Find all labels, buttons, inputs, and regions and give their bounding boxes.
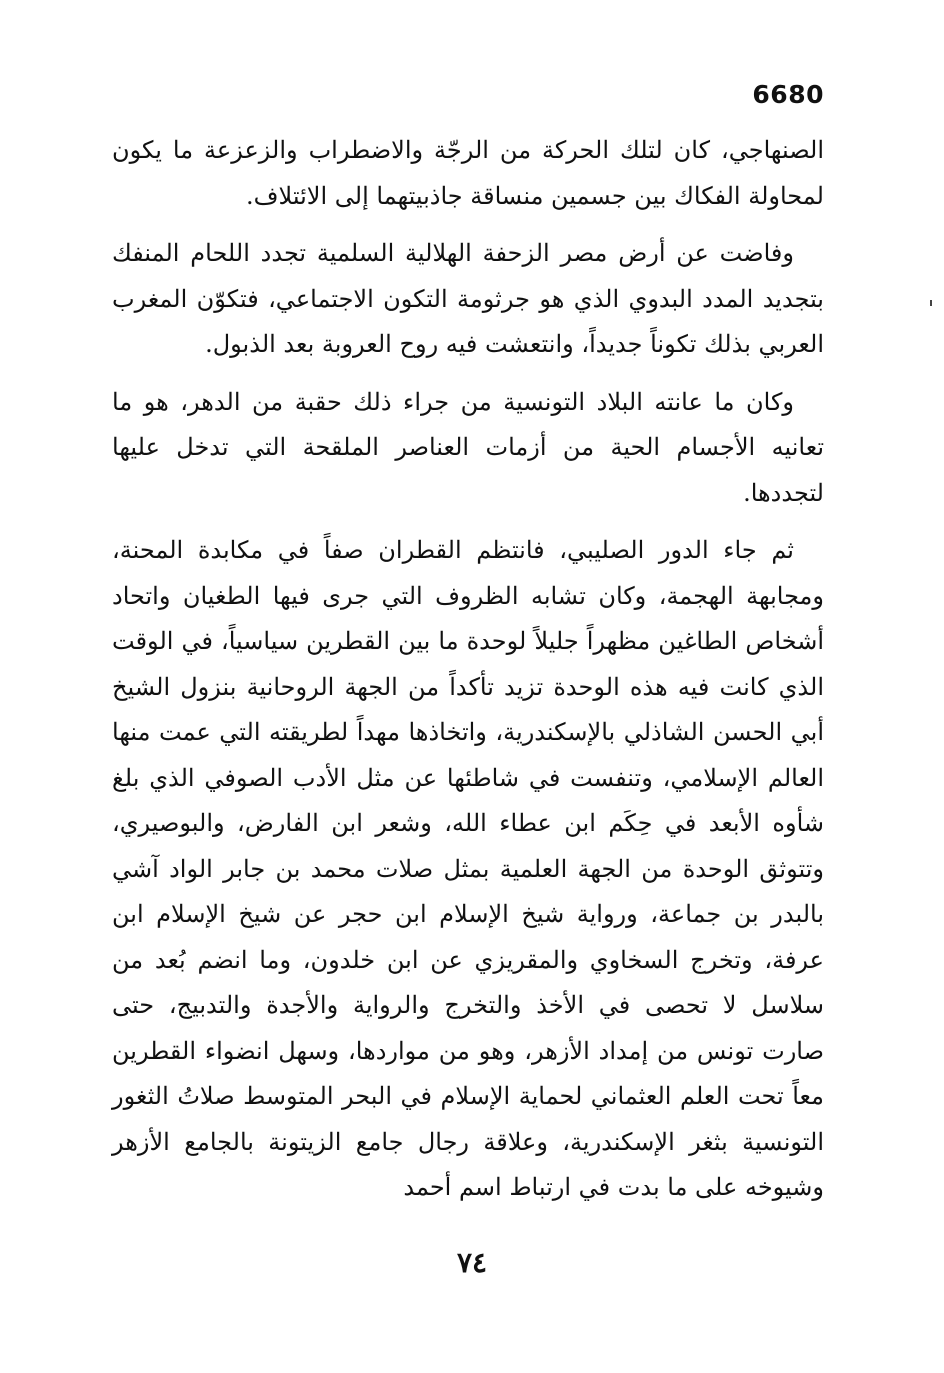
paragraph-2: وفاضت عن أرض مصر الزحفة الهلالية السلمية تجدد اللحام المنفك بتجديد المدد البدوي الذي هو جرثومة التكون الاجتماعي، فتكوّن المغرب العربي بذلك تكوناً جديداً، وانتعشت فيه روح العروبة بعد الذبول. — [112, 239, 824, 358]
body-text — [112, 128, 824, 1223]
page-number: ٧٤ — [456, 1246, 488, 1279]
margin-mark — [930, 300, 932, 306]
page-identifier: 6680 — [752, 80, 824, 109]
paragraph-1: الصنهاجي، كان لتلك الحركة من الرجّة والاضطراب والزعزعة ما يكون لمحاولة الفكاك بين جسمين منساقة جاذبيتهما إلى الائتلاف. — [112, 136, 824, 210]
paragraph-4: ثم جاء الدور الصليبي، فانتظم القطران صفاً في مكابدة المحنة، ومجابهة الهجمة، وكان تشابه الظروف التي جرى فيها الطغيان واتحاد أشخاص الطاغين مظهراً جليلاً لوحدة ما بين القطرين سياسياً، في الوقت الذي كانت فيه هذه الوحدة تزيد تأكداً من الجهة الروحانية بنزول الشيخ أبي الحسن الشاذلي بالإسكندرية، واتخاذها مهداً لطريقته التي عمت منها العالم الإسلامي، وتنفست في شاطئها عن مثل الأدب الصوفي الذي بلغ شأوه الأبعد في حِكَم ابن عطاء الله، وشعر ابن الفارض، والبوصيري، وتتوثق الوحدة من الجهة العلمية بمثل صلات محمد بن جابر الواد آشي بالبدر بن جماعة، ورواية شيخ الإسلام ابن حجر عن شيخ الإسلام ابن عرفة، وتخرج السخاوي والمقريزي عن ابن خلدون، وما انضم بُعد من سلاسل لا تحصى في الأخذ والتخرج والرواية والأجدة والتدبيج، حتى صارت تونس من إمداد الأزهر، وهو من مواردها، وسهل انضواء القطرين معاً تحت العلم العثماني لحماية الإسلام في البحر المتوسط صلاتُ الثغور التونسية بثغر الإسكندرية، وعلاقة رجال جامع الزيتونة بالجامع الأزهر وشيوخه على ما بدت في ارتباط اسم أحمد — [112, 536, 825, 1201]
paragraph-3: وكان ما عانته البلاد التونسية من جراء ذلك حقبة من الدهر، هو ما تعانيه الأجسام الحية من أزمات العناصر الملقحة التي تدخل عليها لتجددها. — [112, 387, 824, 507]
